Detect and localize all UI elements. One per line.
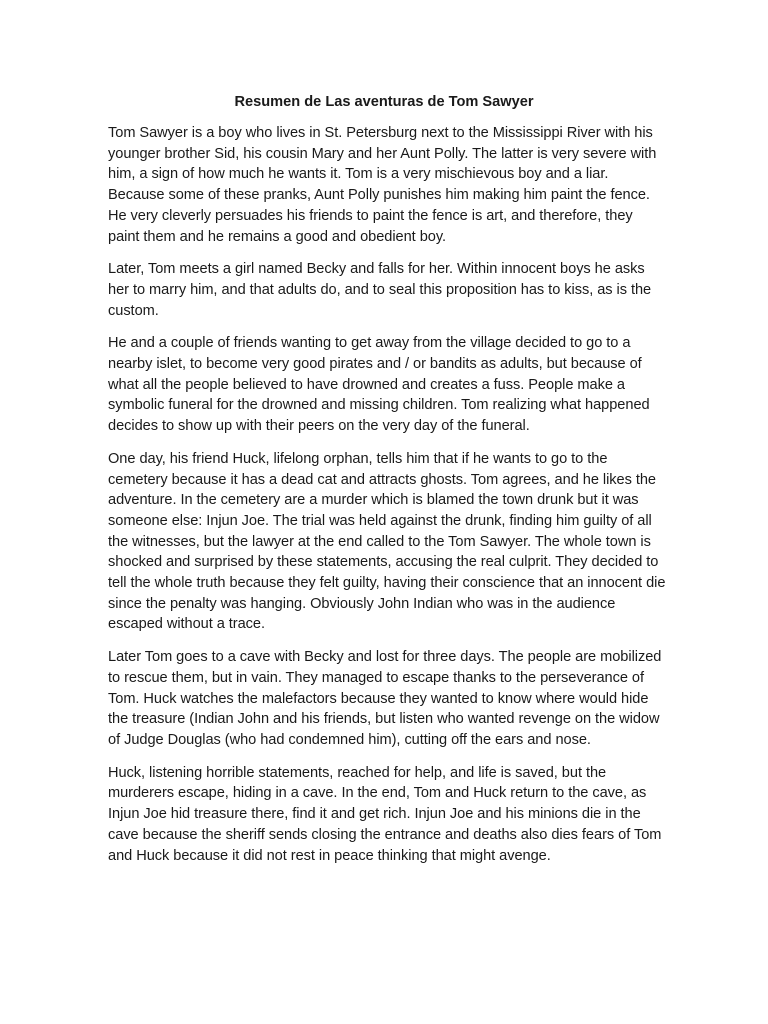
paragraph: Huck, listening horrible statements, reached for help, and life is saved, but the murderers escape, hiding in a cave. In the end, Tom and Huck return to the cave, as Injun Joe hid treasure there, find it and get rich. Injun Joe and his minions die in the cave because the sheriff sends closing the entrance and deaths also dies fears of Tom and Huck because it did not rest in peace thinking that might avenge. bbox=[108, 764, 662, 864]
paragraph: Tom Sawyer is a boy who lives in St. Petersburg next to the Mississippi River with his younger brother Sid, his cousin Mary and her Aunt Polly. The latter is very severe with him, a sign of how much he wants it. Tom is a very mischievous boy and a liar. Because some of these pranks, Aunt Polly punishes him making him paint the fence. He very cleverly persuades his friends to paint the fence is art, and therefore, they paint them and he remains a good and obedient boy. bbox=[108, 125, 657, 245]
paragraph: One day, his friend Huck, lifelong orphan, tells him that if he wants to go to the cemetery because it has a dead cat and attracts ghosts. Tom agrees, and he likes the adventure. In the cemetery are a murder which is blamed the town drunk but it was someone else: Injun Joe. The trial was held against the drunk, finding him guilty of all the witnesses, but the lawyer at the end called to the Tom Sawyer. The whole town is shocked and surprised by these statements, accusing the real culprit. They decided to tell the whole truth because they felt guilty, having their conscience that an innocent die since the penalty was hanging. Obviously John Indian who was in the audience escaped without a trace. bbox=[108, 450, 666, 633]
paragraph: He and a couple of friends wanting to get away from the village decided to go to a nearby islet, to become very good pirates and / or bandits as adults, but because of what all the people believed to have drowned and creates a fuss. People make a symbolic funeral for the drowned and missing children. Tom realizing what happened decides to show up with their peers on the very day of the funeral. bbox=[108, 335, 650, 435]
paragraph: Later, Tom meets a girl named Becky and falls for her. Within innocent boys he asks her to marry him, and that adults do, and to seal this proposition has to kiss, as is the custom. bbox=[108, 261, 652, 319]
document-body bbox=[108, 123, 666, 878]
paragraph: Later Tom goes to a cave with Becky and lost for three days. The people are mobilized to rescue them, but in vain. They managed to escape thanks to the perseverance of Tom. Huck watches the malefactors because they wanted to know where would hide the treasure (Indian John and his friends, but listen who wanted revenge on the widow of Judge Douglas (who had condemned him), cutting off the ears and nose. bbox=[108, 649, 662, 748]
document-title: Resumen de Las aventuras de Tom Sawyer bbox=[234, 94, 534, 110]
